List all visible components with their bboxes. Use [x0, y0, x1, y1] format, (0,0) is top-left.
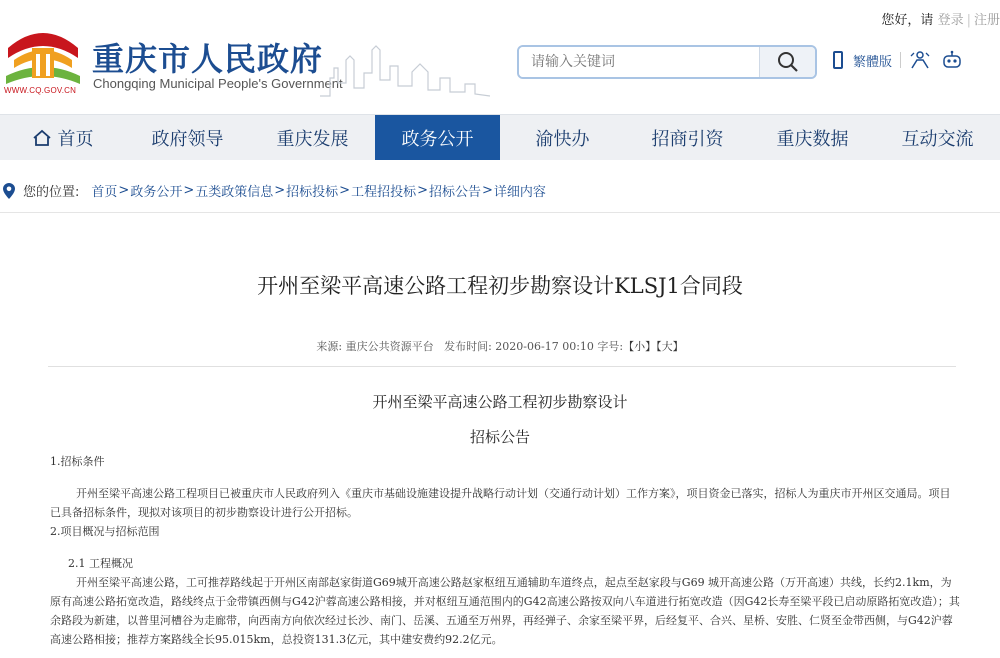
nav-label: 政务公开 [401, 128, 474, 150]
nav-item-gov-affairs[interactable] [375, 115, 500, 160]
divider [0, 212, 1000, 213]
nav-item-data[interactable] [750, 115, 875, 160]
font-small-link[interactable]: 【小】 [623, 340, 657, 353]
breadcrumb-separator: > [118, 183, 130, 198]
search-box [517, 45, 817, 79]
article-paragraph: 开州至梁平高速公路工程项目已被重庆市人民政府列入《重庆市基础设施建设提升战略行动计划（交通行动计划）工作方案》，项目资金已落实，招标人为重庆市开州区交通局。项目已具备招标条件，现拟对该项目的初步勘察设计进行公开招标。 [50, 487, 951, 519]
breadcrumb-separator: > [482, 183, 493, 198]
nav-item-leaders[interactable] [125, 115, 250, 160]
nav-label: 渝快办 [535, 128, 590, 150]
breadcrumb-item[interactable]: 政务公开 [130, 185, 183, 200]
nav-item-yukuaiban[interactable] [500, 115, 625, 160]
traditional-link[interactable]: 繁體版 [853, 54, 893, 70]
search-icon [777, 51, 799, 73]
greeting-text: 您好，请 [881, 13, 934, 28]
section-heading: 1.招标条件 [50, 455, 105, 468]
login-link[interactable]: 登录 [937, 13, 964, 28]
section-heading: 2.项目概况与招标范围 [50, 525, 160, 538]
search-input[interactable] [519, 47, 759, 77]
breadcrumb-label: 您的位置: [23, 185, 80, 200]
skyline-decoration [320, 38, 490, 98]
user-bar [881, 9, 1000, 28]
header-tools [833, 50, 963, 70]
breadcrumb-separator: > [274, 183, 286, 198]
site-title[interactable]: 重庆市人民政府 [92, 40, 324, 78]
divider: | [966, 13, 971, 28]
robot-icon[interactable] [941, 50, 963, 70]
register-link[interactable]: 注册 [973, 13, 1000, 28]
meta-source: 重庆公共资源平台 [345, 340, 434, 353]
notice-heading: 招标公告 [469, 428, 530, 446]
meta-font-label: 字号: [597, 340, 624, 353]
site-header [0, 0, 1000, 114]
meta-time-label: 发布时间: [444, 340, 492, 353]
breadcrumb-item[interactable]: 详细内容 [493, 185, 546, 200]
nav-item-interaction[interactable] [875, 115, 1000, 160]
meta-time: 2020-06-17 00:10 [495, 340, 594, 353]
meta-source-label: 来源: [316, 340, 343, 353]
home-icon [32, 129, 52, 147]
breadcrumb-item[interactable]: 五类政策信息 [195, 185, 274, 200]
article-title: 开州至梁平高速公路工程初步勘察设计KLSJ1合同段 [257, 274, 743, 298]
project-heading: 开州至梁平高速公路工程初步勘察设计 [372, 393, 628, 411]
site-url: WWW.CQ.GOV.CN [4, 86, 77, 95]
breadcrumb-separator: > [417, 183, 428, 198]
nav-label: 重庆发展 [276, 128, 349, 150]
article-meta [0, 338, 1000, 354]
location-pin-icon [3, 183, 15, 199]
site-subtitle: Chongqing Municipal People's Government [93, 76, 343, 91]
breadcrumb-item[interactable]: 招标公告 [429, 185, 482, 200]
nav-label: 政府领导 [151, 128, 224, 150]
nav-item-investment[interactable] [625, 115, 750, 160]
subsection-heading: 2.1 工程概况 [68, 557, 133, 570]
nav-label: 互动交流 [901, 128, 974, 150]
font-large-link[interactable]: 【大】 [656, 340, 684, 353]
breadcrumb-separator: > [339, 183, 351, 198]
accessibility-icon[interactable] [909, 50, 931, 70]
nav-label: 重庆数据 [776, 128, 849, 150]
breadcrumb-item[interactable]: 工程招投标 [351, 185, 417, 200]
nav-item-development[interactable] [250, 115, 375, 160]
main-nav [0, 114, 1000, 160]
mobile-icon[interactable] [833, 51, 843, 69]
breadcrumb-item[interactable]: 招标投标 [286, 185, 339, 200]
breadcrumb-separator: > [183, 183, 195, 198]
nav-item-home[interactable] [0, 115, 125, 160]
article-paragraph: 开州至梁平高速公路，工可推荐路线起于开州区南部赵家街道G69城开高速公路赵家枢纽互通辅助车道终点，起点至赵家段与G69 城开高速公路（万开高速）共线，长约2.1km，为原有高速公路拓宽改造，路线终点于金带镇西侧与G42沪蓉高速公路相接，并对枢纽互通范围内的G42高速公路按双向八车道进行拓宽改造（因G42长寿至梁平段已启动原路拓宽改造）；其余路段为新建，以普里河槽谷为走廊带，向西南方向依次经过长沙、南门、岳溪、五通至万州界，再经弹子、余家至梁平界，后经复平、合兴、星桥、安胜、仁贤至金带西侧，与G42沪蓉高速公路相接；推荐方案路线全长95.015km，总投资131.3亿元，其中建安费约92.2亿元。 [50, 576, 960, 646]
divider [900, 52, 901, 68]
breadcrumb [0, 181, 546, 200]
breadcrumb-item[interactable]: 首页 [91, 185, 118, 200]
nav-label: 首页 [57, 128, 94, 150]
search-button[interactable] [759, 47, 815, 77]
nav-label: 招商引资 [651, 128, 724, 150]
divider [48, 366, 956, 367]
